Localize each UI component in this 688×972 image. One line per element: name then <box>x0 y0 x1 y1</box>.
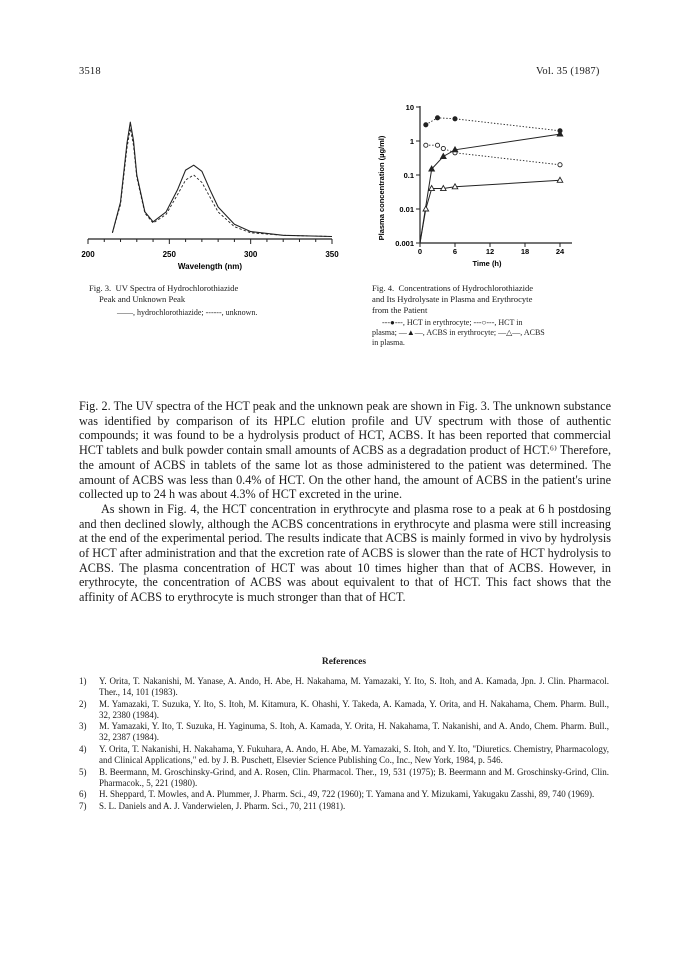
reference-number: 7) <box>79 801 87 812</box>
reference-item <box>79 699 609 721</box>
fig3-caption-label: Fig. 3. <box>89 283 112 293</box>
reference-item <box>79 801 609 812</box>
fig3-caption <box>89 283 339 318</box>
fig4-x-axis-label: Time (h) <box>472 259 502 268</box>
fig4-legend-line3: in plasma. <box>372 338 405 347</box>
fig4-series-hct-in-plasma-point <box>435 143 439 147</box>
fig3-x-axis-label: Wavelength (nm) <box>177 262 243 271</box>
fig4-xtick-label: 12 <box>485 247 495 256</box>
fig4-series-hct-in-plasma-point <box>558 163 562 167</box>
journal-volume: Vol. 35 (1987) <box>536 66 600 77</box>
fig4-concentration-chart <box>372 98 582 278</box>
page-number: 3518 <box>79 66 101 77</box>
fig4-ytick-label: 0.001 <box>395 239 414 248</box>
body-paragraph-2: As shown in Fig. 4, the HCT concentration in erythrocyte and plasma rose to a peak at 6 h postdosing and then declined slowly, although the ACBS concentrations in erythrocyte and plasma were still increasing at the end of the experimental period. The results indicate that ACBS is mainly formed in vivo by hydrolysis of HCT after administration and that the excretion rate of ACBS is slower than the rate of HCT hydrolysis to ACBS. The plasma concentration of HCT was about 10 times higher than that of ACBS. However, in erythrocyte, the concentration of ACBS was about equivalent to that of HCT. This fact shows that the affinity of ACBS to erythrocyte is much stronger than that of HCT. <box>79 501 611 605</box>
fig4-series-acbs-in-plasma-point <box>423 206 429 211</box>
fig4-legend-line1: ---●---, HCT in erythrocyte; ---○---, HCT in <box>382 318 523 327</box>
reference-text: M. Yamazaki, T. Suzuka, Y. Ito, S. Itoh, M. Kitamura, K. Ohashi, Y. Takeda, A. Kamada, Y. Orita, and H. Nakahama, Chem. Pharm. Bull., 32, 2380 (1984). <box>99 698 609 720</box>
reference-number: 6) <box>79 789 87 800</box>
reference-item <box>79 789 609 800</box>
fig3-series-hydrochlorothiazide <box>112 122 332 236</box>
reference-text: M. Yamazaki, Y. Ito, T. Suzuka, H. Yaginuma, S. Itoh, A. Kamada, Y. Orita, H. Nakahama, T. Nakanishi, and A. Ando, Chem. Pharm. Bull., 32, 2387 (1984). <box>99 721 609 743</box>
fig4-xtick-label: 18 <box>520 247 530 256</box>
fig4-series-hct-in-erythrocyte-point <box>453 117 457 121</box>
fig3-caption-line1: UV Spectra of Hydrochlorothiazide <box>115 283 239 293</box>
fig3-legend: ——, hydrochlorothiazide; ------, unknown. <box>117 308 258 317</box>
fig4-ytick-label: 1 <box>409 137 414 146</box>
body-text <box>79 399 611 605</box>
reference-item <box>79 767 609 789</box>
fig4-ytick-label: 0.1 <box>403 171 414 180</box>
fig4-series-acbs-in-plasma-point <box>557 177 563 182</box>
references-list <box>79 676 609 813</box>
fig4-caption-line3: from the Patient <box>372 305 428 315</box>
fig4-ytick-label: 0.01 <box>399 205 414 214</box>
reference-text: Y. Orita, T. Nakanishi, H. Nakahama, Y. Fukuhara, A. Ando, H. Abe, M. Yamazaki, S. Itoh, and Y. Ito, "Diuretics. Chemistry, Pharmacology, and Clinical Applications," ed. by J. B. Puschett, Elsevier Science Publishing Co., Inc., New York, 1984, p. 546. <box>99 744 609 766</box>
reference-text: H. Sheppard, T. Mowles, and A. Plummer, J. Pharm. Sci., 49, 722 (1960); T. Yamana and Y. Mizukami, Yakugaku Zasshi, 89, 740 (1969). <box>99 789 595 800</box>
fig3-xtick-label: 250 <box>162 250 176 259</box>
fig3-xtick-label: 350 <box>325 250 339 259</box>
fig4-series-hct-in-erythrocyte-point <box>424 123 428 127</box>
fig4-series-hct-in-plasma-point <box>441 146 445 150</box>
reference-text: Y. Orita, T. Nakanishi, M. Yanase, A. Ando, H. Abe, H. Nakahama, M. Yamazaki, Y. Ito, S. Itoh, and A. Kamada, Jpn. J. Clin. Pharmacol. Ther., 14, 101 (1983). <box>99 676 609 698</box>
fig4-xtick-label: 6 <box>452 247 458 256</box>
fig4-tick-marks <box>416 107 560 247</box>
fig3-tick-marks <box>88 239 332 244</box>
fig4-legend-line2: plasma; —▲—, ACBS in erythrocyte; —△—, ACBS <box>372 328 545 337</box>
fig4-xtick-label: 24 <box>555 247 565 256</box>
fig4-series-acbs-in-erythrocyte-point <box>441 154 447 159</box>
references-heading: References <box>321 657 367 667</box>
fig3-curves <box>112 122 332 236</box>
fig3-xtick-label: 300 <box>244 250 258 259</box>
fig3-caption-line2: Peak and Unknown Peak <box>99 294 186 304</box>
fig4-series-hct-in-erythrocyte-point <box>435 116 439 120</box>
fig3-uv-spectra-chart <box>76 98 346 276</box>
fig4-caption-line1: Concentrations of Hydrochlorothiazide <box>398 283 534 293</box>
reference-number: 1) <box>79 676 87 686</box>
fig4-xtick-label: 0 <box>417 247 423 256</box>
reference-number: 4) <box>79 744 87 755</box>
fig4-caption-label: Fig. 4. <box>372 283 395 293</box>
reference-text: B. Beermann, M. Groschinsky-Grind, and A. Rosen, Clin. Pharmacol. Ther., 19, 531 (1975); B. Beermann and M. Groschinsky-Grind, Clin. Pharmacok., 5, 221 (1980). <box>99 766 609 788</box>
fig3-series-unknown <box>112 128 332 236</box>
reference-text: S. L. Daniels and A. J. Vanderwielen, J. Pharm. Sci., 70, 211 (1981). <box>99 801 346 812</box>
body-paragraph-1: Fig. 2. The UV spectra of the HCT peak and the unknown peak are shown in Fig. 3. The unknown substance was identified by comparison of its HPLC elution profile and UV spectrum with those of authentic compounds; it was found to be a hydrolysis product of HCT, ACBS. It has been reported that commercial HCT tablets and bulk powder contain small amounts of ACBS as a degradation product of HCT.⁶⁾ Therefore, the amount of ACBS in tablets of the same lot as those administered to the patient was determined. The amount of ACBS was less than 0.4% of HCT. On the other hand, the amount of ACBS in the patient's urine collected up to 24 h was about 4.3% of HCT excreted in the urine. <box>79 399 611 502</box>
fig4-series-hct-in-plasma-point <box>424 143 428 147</box>
fig4-y-axis-label: Plasma concentration (µg/ml) <box>377 135 386 241</box>
fig4-caption <box>372 283 612 348</box>
fig4-series-hct-in-erythrocyte-line <box>426 118 560 131</box>
fig4-series <box>420 116 563 243</box>
reference-item <box>79 721 609 743</box>
fig4-ytick-label: 10 <box>405 103 414 112</box>
reference-number: 3) <box>79 721 87 732</box>
reference-number: 5) <box>79 766 87 777</box>
reference-item <box>79 676 609 698</box>
fig3-xtick-label: 200 <box>81 250 95 259</box>
reference-number: 2) <box>79 698 87 709</box>
fig4-caption-line2: and Its Hydrolysate in Plasma and Erythrocyte <box>372 294 533 304</box>
reference-item <box>79 744 609 766</box>
